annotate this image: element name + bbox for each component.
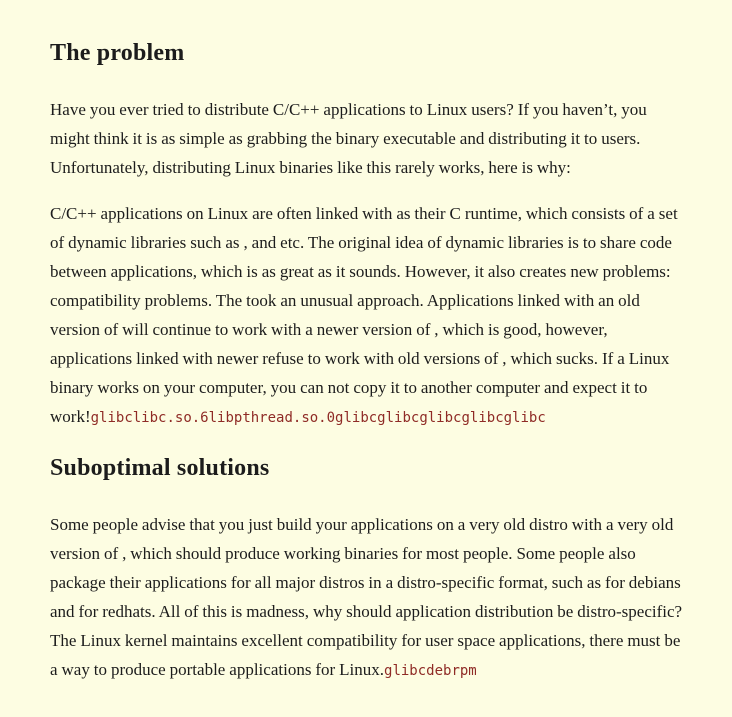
paragraph [50, 199, 688, 433]
section-heading: The problem [50, 40, 185, 66]
inline-code: glibclibc.so.6libpthread.so.0glibcglibcglibcglibcglibc [90, 410, 546, 426]
paragraph [50, 510, 688, 686]
paragraph-text: Have you ever tried to distribute C/C++ applications to Linux users? If you haven’t, you might think it is as simple as grabbing the binary executable and distributing it to users. Unfortunately, distributing Linux binaries like this rarely works, here is why: [50, 100, 647, 177]
inline-code: glibcdebrpm [384, 663, 477, 679]
section-heading: Suboptimal solutions [50, 455, 270, 481]
paragraph-text: Some people advise that you just build your applications on a very old distro with a very old version of , which should produce working binaries for most people. Some people also package their applications for all major distros in a distro-specific format, such as for debians and for redhats. All of this is madness, why should application distribution be distro-specific? The Linux kernel maintains excellent compatibility for user space applications, there must be a way to produce portable applications for Linux. [50, 515, 683, 679]
section-suboptimal-solutions [50, 453, 688, 686]
paragraph-text: C/C++ applications on Linux are often linked with as their C runtime, which consists of a set of dynamic libraries such as , and etc. The original idea of dynamic libraries is to share code between applications, which is as great as it sounds. However, it also creates new problems: compatibility problems. The took an unusual approach. Applications linked with an old version of will continue to work with a newer version of , which is good, however, applications linked with newer refuse to work with old versions of , which sucks. If a Linux binary works on your computer, you can not copy it to another computer and expect it to work! [50, 204, 678, 426]
paragraph [50, 95, 688, 182]
section-the-problem [50, 38, 688, 433]
